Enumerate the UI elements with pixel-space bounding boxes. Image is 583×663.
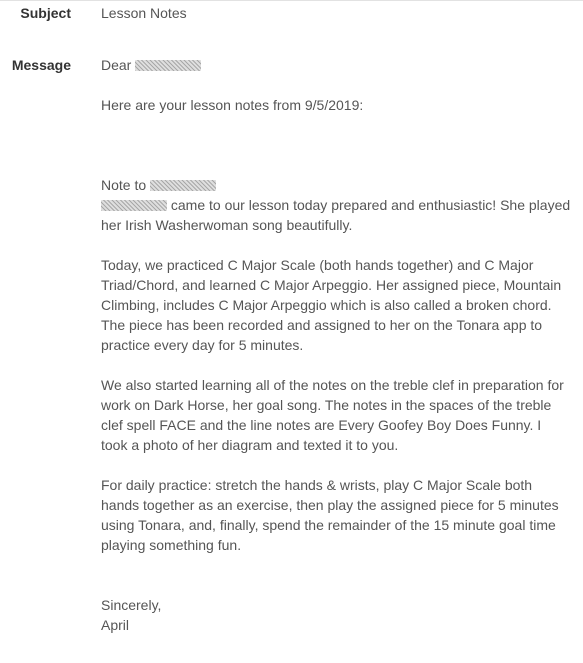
redacted-student-name (101, 200, 167, 211)
signature: April (101, 617, 130, 633)
paragraph-1-text: came to our lesson today prepared and enthusiastic! She played her Irish Washerwoman song beautifully. (101, 197, 571, 233)
greeting-line (101, 55, 571, 75)
message-body (101, 55, 571, 635)
paragraph-2: Today, we practiced C Major Scale (both hands together) and C Major Triad/Chord, and learned C Major Arpeggio. Her assigned piece, Mountain Climbing, includes C Major Arpeggio which is also called a broken chord. The piece has been recorded and assigned to her on the Tonara app to practice every day for 5 minutes. (101, 257, 562, 353)
redacted-student-name (150, 180, 216, 191)
note-to-line (101, 175, 571, 195)
closing: Sincerely, (101, 597, 162, 613)
note-to-text: Note to (101, 177, 147, 193)
intro-text: Here are your lesson notes from 9/5/2019: (101, 97, 364, 113)
message-label: Message (11, 57, 71, 73)
redacted-recipient-name (135, 60, 201, 71)
greeting-text: Dear (101, 57, 132, 73)
top-divider (0, 0, 583, 1)
paragraph-3: We also started learning all of the notes on the treble clef in preparation for work on Dark Horse, her goal song. The notes in the spaces of the treble clef spell FACE and the line notes are Every Goofey Boy Does Funny. I took a photo of her diagram and texted it to you. (101, 377, 564, 453)
subject-value: Lesson Notes (101, 5, 187, 21)
paragraph-4: For daily practice: stretch the hands & wrists, play C Major Scale both hands together as an exercise, then play the assigned piece for 5 minutes using Tonara, and, finally, spend the remainder of the 15 minute goal time playing something fun. (101, 477, 559, 553)
subject-label: Subject (20, 5, 71, 21)
paragraph-1 (101, 195, 571, 235)
